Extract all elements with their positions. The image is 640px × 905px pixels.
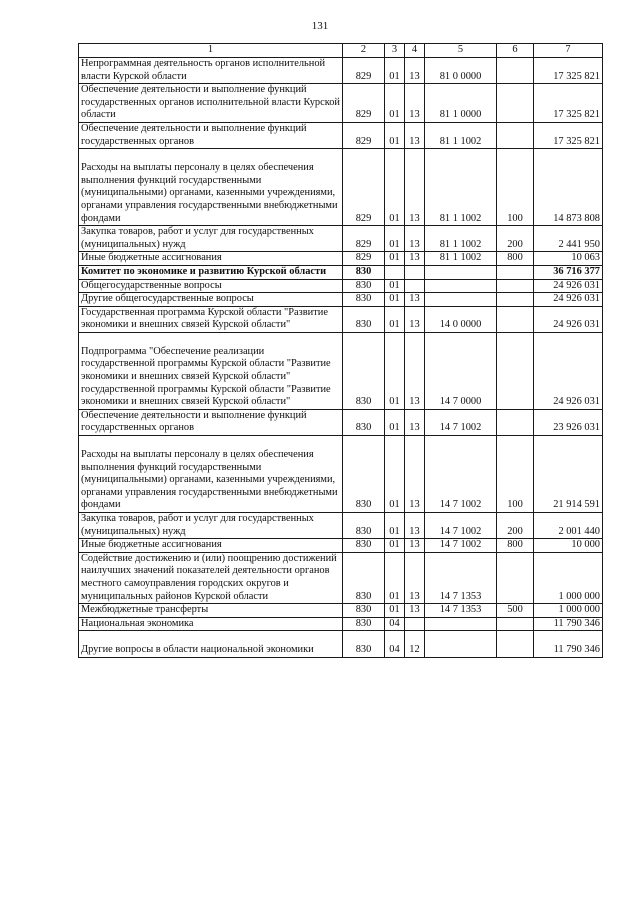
row-name: Другие общегосударственные вопросы <box>79 293 343 307</box>
row-ved-code: 830 <box>343 279 385 293</box>
row-name: Общегосударственные вопросы <box>79 279 343 293</box>
row-amount: 17 325 821 <box>534 122 603 148</box>
row-expense-type <box>497 122 534 148</box>
row-amount: 1 000 000 <box>534 604 603 618</box>
row-expense-type <box>497 552 534 603</box>
row-expense-type <box>497 332 534 409</box>
row-expense-type: 200 <box>497 226 534 252</box>
table-row <box>79 409 603 435</box>
table-row <box>79 604 603 618</box>
row-subsection-code: 13 <box>405 293 425 307</box>
table-row <box>79 436 603 513</box>
row-ved-code: 830 <box>343 293 385 307</box>
row-subsection-code: 13 <box>405 84 425 123</box>
row-expense-type <box>497 84 534 123</box>
row-section-code: 01 <box>385 226 405 252</box>
row-subsection-code <box>405 265 425 279</box>
row-expense-type: 800 <box>497 539 534 553</box>
row-subsection-code: 12 <box>405 631 425 658</box>
row-ved-code: 829 <box>343 58 385 84</box>
row-expense-type: 100 <box>497 436 534 513</box>
row-target-article: 81 1 1002 <box>425 122 497 148</box>
column-header: 2 <box>343 44 385 58</box>
row-section-code: 01 <box>385 513 405 539</box>
row-section-code: 01 <box>385 122 405 148</box>
budget-table <box>78 43 603 658</box>
row-ved-code: 830 <box>343 265 385 279</box>
row-target-article: 81 1 1002 <box>425 252 497 266</box>
row-target-article: 81 1 1002 <box>425 226 497 252</box>
row-section-code: 01 <box>385 293 405 307</box>
row-subsection-code: 13 <box>405 409 425 435</box>
row-subsection-code: 13 <box>405 58 425 84</box>
row-name: Межбюджетные трансферты <box>79 604 343 618</box>
row-name: Иные бюджетные ассигнования <box>79 252 343 266</box>
row-amount: 14 873 808 <box>534 149 603 226</box>
row-amount: 21 914 591 <box>534 436 603 513</box>
row-section-code: 01 <box>385 149 405 226</box>
row-ved-code: 830 <box>343 306 385 332</box>
row-ved-code: 830 <box>343 604 385 618</box>
row-amount: 2 001 440 <box>534 513 603 539</box>
row-ved-code: 829 <box>343 226 385 252</box>
row-target-article: 14 7 1353 <box>425 552 497 603</box>
row-subsection-code: 13 <box>405 252 425 266</box>
row-amount: 23 926 031 <box>534 409 603 435</box>
row-ved-code: 830 <box>343 332 385 409</box>
row-name: Обеспечение деятельности и выполнение функций государственных органов исполнительной власти Курской области <box>79 84 343 123</box>
row-expense-type: 800 <box>497 252 534 266</box>
row-subsection-code <box>405 617 425 631</box>
column-header: 6 <box>497 44 534 58</box>
row-name: Содействие достижению и (или) поощрению достижений наилучших значений показателей деятельности органов местного самоуправления городских округов и муниципальных районов Курской области <box>79 552 343 603</box>
row-subsection-code: 13 <box>405 552 425 603</box>
row-ved-code: 829 <box>343 122 385 148</box>
row-section-code: 01 <box>385 552 405 603</box>
page-number: 131 <box>311 20 329 32</box>
row-expense-type: 500 <box>497 604 534 618</box>
row-expense-type <box>497 58 534 84</box>
row-expense-type <box>497 293 534 307</box>
row-subsection-code: 13 <box>405 604 425 618</box>
row-target-article: 14 7 1002 <box>425 539 497 553</box>
row-section-code: 04 <box>385 631 405 658</box>
row-target-article: 14 7 1002 <box>425 513 497 539</box>
row-name: Обеспечение деятельности и выполнение функций государственных органов <box>79 409 343 435</box>
row-expense-type <box>497 617 534 631</box>
row-expense-type: 200 <box>497 513 534 539</box>
header-row <box>79 44 603 58</box>
row-target-article: 14 7 0000 <box>425 332 497 409</box>
row-amount: 17 325 821 <box>534 84 603 123</box>
column-header: 1 <box>79 44 343 58</box>
row-section-code: 01 <box>385 409 405 435</box>
row-target-article: 14 7 1002 <box>425 409 497 435</box>
row-amount: 11 790 346 <box>534 631 603 658</box>
row-ved-code: 830 <box>343 513 385 539</box>
row-amount: 36 716 377 <box>534 265 603 279</box>
row-ved-code: 829 <box>343 252 385 266</box>
row-expense-type: 100 <box>497 149 534 226</box>
table-row <box>79 513 603 539</box>
table-row <box>79 149 603 226</box>
row-ved-code: 830 <box>343 617 385 631</box>
row-amount: 17 325 821 <box>534 58 603 84</box>
row-subsection-code: 13 <box>405 226 425 252</box>
row-section-code: 01 <box>385 604 405 618</box>
row-target-article: 14 7 1353 <box>425 604 497 618</box>
row-name: Государственная программа Курской области "Развитие экономики и внешних связей Курской области" <box>79 306 343 332</box>
row-target-article: 81 0 0000 <box>425 58 497 84</box>
row-section-code: 01 <box>385 84 405 123</box>
row-expense-type <box>497 265 534 279</box>
row-subsection-code: 13 <box>405 539 425 553</box>
row-target-article: 81 1 1002 <box>425 149 497 226</box>
table-row <box>79 226 603 252</box>
row-amount: 24 926 031 <box>534 332 603 409</box>
column-header: 7 <box>534 44 603 58</box>
row-target-article: 81 1 0000 <box>425 84 497 123</box>
row-name: Подпрограмма "Обеспечение реализации государственной программы Курской области "Развитие экономики и внешних связей Курской области" государственной программы Курской области "Развитие экономики и внешних связей Курской области" <box>79 332 343 409</box>
table-row <box>79 631 603 658</box>
table-row <box>79 617 603 631</box>
row-ved-code: 830 <box>343 409 385 435</box>
table-row <box>79 332 603 409</box>
row-amount: 10 063 <box>534 252 603 266</box>
row-amount: 10 000 <box>534 539 603 553</box>
row-expense-type <box>497 631 534 658</box>
row-subsection-code: 13 <box>405 122 425 148</box>
row-amount: 24 926 031 <box>534 279 603 293</box>
row-section-code: 01 <box>385 539 405 553</box>
row-ved-code: 830 <box>343 436 385 513</box>
row-target-article <box>425 265 497 279</box>
table-row <box>79 279 603 293</box>
row-target-article <box>425 617 497 631</box>
row-amount: 2 441 950 <box>534 226 603 252</box>
row-subsection-code: 13 <box>405 332 425 409</box>
table-body <box>79 58 603 658</box>
table-row <box>79 539 603 553</box>
row-name: Другие вопросы в области национальной экономики <box>79 631 343 658</box>
table-row <box>79 265 603 279</box>
row-name: Расходы на выплаты персоналу в целях обеспечения выполнения функций государственными (муниципальными) органами, казенными учреждениями, органами управления государственными внебюджетными фондами <box>79 149 343 226</box>
row-name: Непрограммная деятельность органов исполнительной власти Курской области <box>79 58 343 84</box>
row-target-article <box>425 293 497 307</box>
row-target-article: 14 0 0000 <box>425 306 497 332</box>
row-subsection-code <box>405 279 425 293</box>
row-section-code <box>385 265 405 279</box>
row-target-article <box>425 279 497 293</box>
column-header: 3 <box>385 44 405 58</box>
table-row <box>79 58 603 84</box>
row-ved-code: 830 <box>343 552 385 603</box>
row-expense-type <box>497 279 534 293</box>
row-ved-code: 830 <box>343 631 385 658</box>
row-ved-code: 830 <box>343 539 385 553</box>
row-subsection-code: 13 <box>405 149 425 226</box>
column-header: 4 <box>405 44 425 58</box>
row-section-code: 04 <box>385 617 405 631</box>
row-target-article <box>425 631 497 658</box>
row-name: Национальная экономика <box>79 617 343 631</box>
table-row <box>79 84 603 123</box>
row-section-code: 01 <box>385 436 405 513</box>
row-target-article: 14 7 1002 <box>425 436 497 513</box>
row-ved-code: 829 <box>343 84 385 123</box>
row-amount: 1 000 000 <box>534 552 603 603</box>
row-section-code: 01 <box>385 332 405 409</box>
row-section-code: 01 <box>385 252 405 266</box>
row-amount: 24 926 031 <box>534 293 603 307</box>
row-ved-code: 829 <box>343 149 385 226</box>
table-row <box>79 306 603 332</box>
row-amount: 24 926 031 <box>534 306 603 332</box>
table-row <box>79 552 603 603</box>
row-expense-type <box>497 306 534 332</box>
row-section-code: 01 <box>385 306 405 332</box>
row-expense-type <box>497 409 534 435</box>
row-amount: 11 790 346 <box>534 617 603 631</box>
column-header: 5 <box>425 44 497 58</box>
row-name: Закупка товаров, работ и услуг для государственных (муниципальных) нужд <box>79 513 343 539</box>
row-name: Комитет по экономике и развитию Курской области <box>79 265 343 279</box>
table-row <box>79 122 603 148</box>
row-name: Расходы на выплаты персоналу в целях обеспечения выполнения функций государственными (муниципальными) органами, казенными учреждениями, органами управления государственными внебюджетными фондами <box>79 436 343 513</box>
row-subsection-code: 13 <box>405 306 425 332</box>
row-subsection-code: 13 <box>405 436 425 513</box>
row-section-code: 01 <box>385 279 405 293</box>
table-row <box>79 252 603 266</box>
row-subsection-code: 13 <box>405 513 425 539</box>
row-name: Обеспечение деятельности и выполнение функций государственных органов <box>79 122 343 148</box>
row-name: Иные бюджетные ассигнования <box>79 539 343 553</box>
table-row <box>79 293 603 307</box>
row-section-code: 01 <box>385 58 405 84</box>
row-name: Закупка товаров, работ и услуг для государственных (муниципальных) нужд <box>79 226 343 252</box>
